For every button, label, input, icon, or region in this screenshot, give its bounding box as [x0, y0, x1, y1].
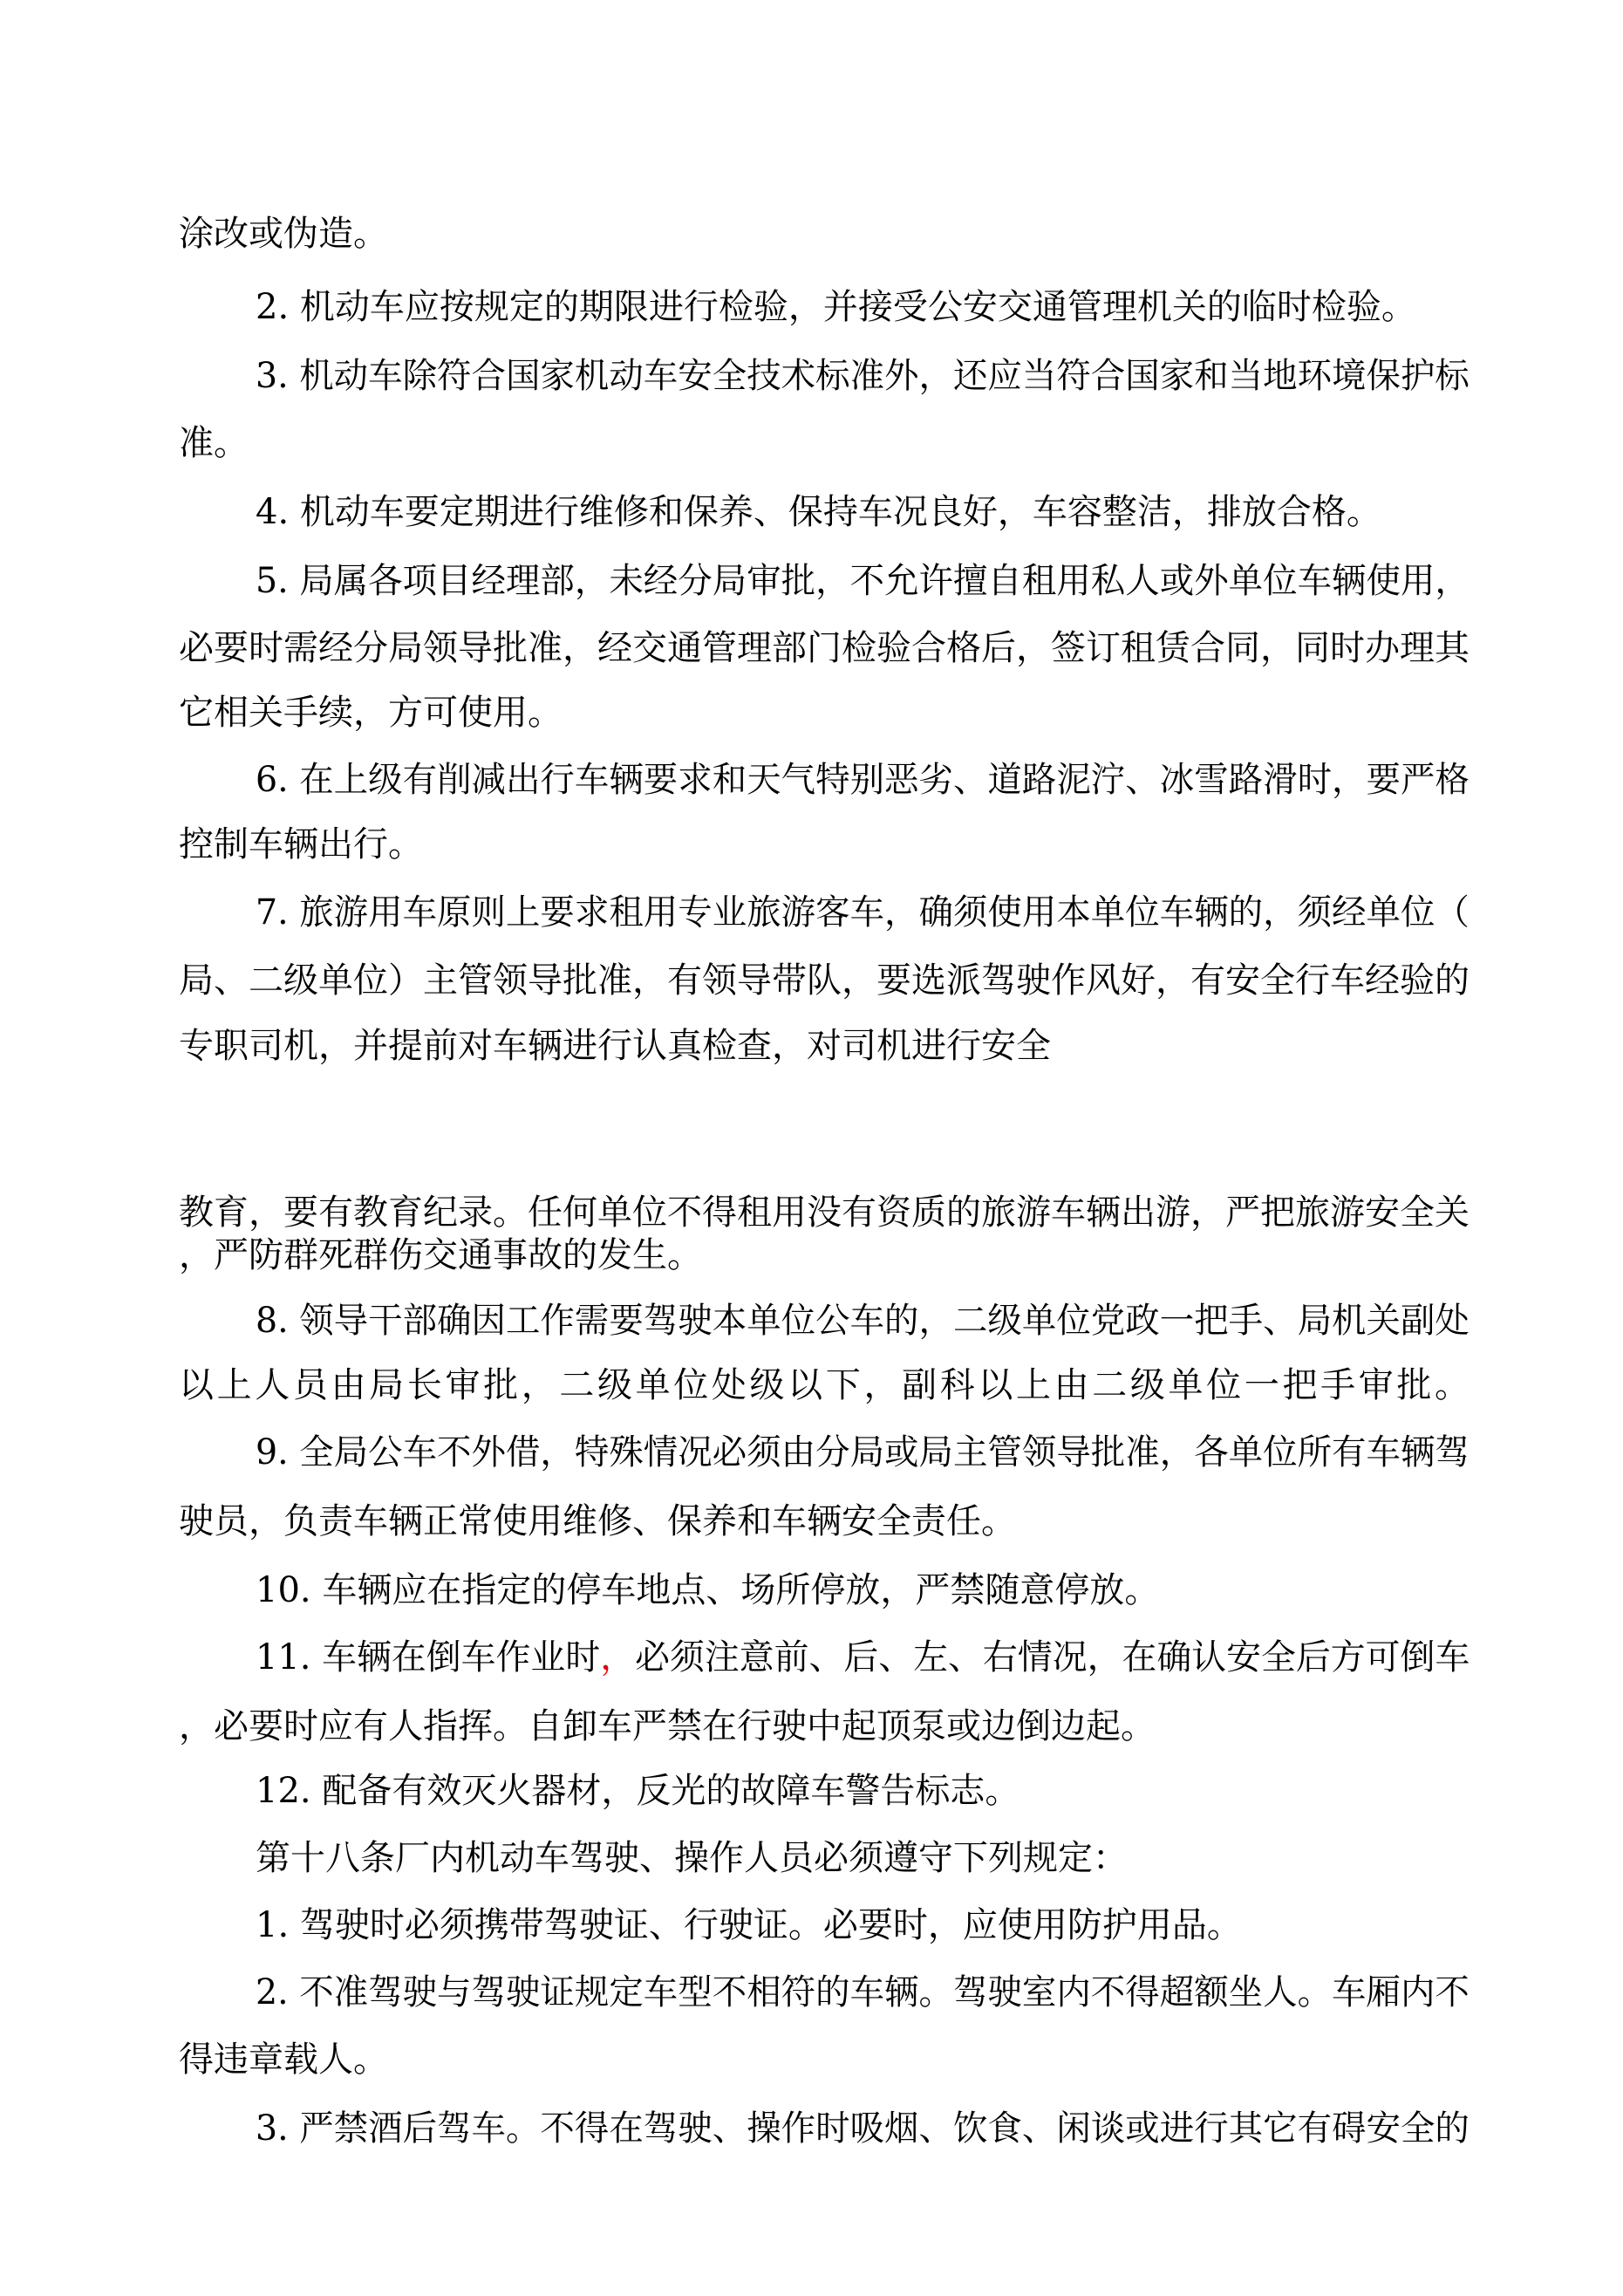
paragraph-line: 它相关手续，方可使用。	[179, 693, 563, 733]
line-text: 11. 车辆在倒车作业时	[256, 1637, 601, 1678]
paragraph-line: 7. 旅游用车原则上要求租用专业旅游客车，确须使用本单位车辆的，须经单位（	[256, 892, 1470, 933]
paragraph-line: 必要时需经分局领导批准，经交通管理部门检验合格后，签订租赁合同，同时办理其	[179, 628, 1470, 668]
paragraph-line: 2. 不准驾驶与驾驶证规定车型不相符的车辆。驾驶室内不得超额坐人。车厢内不	[256, 1972, 1470, 2012]
paragraph-line: 以上人员由局长审批，二级单位处级以下，副科以上由二级单位一把手审批。	[179, 1365, 1473, 1405]
paragraph-line: 4. 机动车要定期进行维修和保养、保持车况良好，车容整洁，排放合格。	[256, 492, 1381, 532]
paragraph-line: ，必要时应有人指挥。自卸车严禁在行驶中起顶泵或边倒边起。	[179, 1706, 1156, 1746]
paragraph-line: ，严防群死群伤交通事故的发生。	[179, 1235, 702, 1275]
red-comma: ，	[600, 1637, 636, 1678]
paragraph-line	[256, 1637, 1470, 1678]
paragraph-line: 专职司机，并提前对车辆进行认真检查，对司机进行安全	[179, 1026, 1051, 1066]
paragraph-line: 驶员，负责车辆正常使用维修、保养和车辆安全责任。	[179, 1501, 1016, 1541]
paragraph-line: 9. 全局公车不外借，特殊情况必须由分局或局主管领导批准，各单位所有车辆驾	[256, 1432, 1470, 1473]
paragraph-line: 12. 配备有效灭火器材，反光的故障车警告标志。	[256, 1771, 1020, 1811]
paragraph-line: 准。	[179, 423, 249, 463]
paragraph-line: 2. 机动车应按规定的期限进行检验，并接受公安交通管理机关的临时检验。	[256, 287, 1416, 327]
paragraph-line: 1. 驾驶时必须携带驾驶证、行驶证。必要时，应使用防护用品。	[256, 1905, 1242, 1945]
paragraph-line: 教育，要有教育纪录。任何单位不得租用没有资质的旅游车辆出游，严把旅游安全关	[179, 1192, 1470, 1233]
paragraph-line: 3. 机动车除符合国家机动车安全技术标准外，还应当符合国家和当地环境保护标	[256, 356, 1470, 396]
paragraph-line: 6. 在上级有削减出行车辆要求和天气特别恶劣、道路泥泞、冰雪路滑时，要严格	[256, 760, 1470, 800]
paragraph-line: 5. 局属各项目经理部，未经分局审批，不允许擅自租用私人或外单位车辆使用，	[256, 561, 1470, 601]
paragraph-line: 得违章载人。	[179, 2040, 388, 2080]
line-text: 必须注意前、后、左、右情况，在确认安全后方可倒车	[635, 1637, 1470, 1678]
article-heading: 第十八条厂内机动车驾驶、操作人员必须遵守下列规定：	[256, 1838, 1128, 1878]
paragraph-line: 8. 领导干部确因工作需要驾驶本单位公车的，二级单位党政一把手、局机关副处	[256, 1301, 1470, 1341]
paragraph-line: 涂改或伪造。	[179, 214, 388, 254]
paragraph-line: 控制车辆出行。	[179, 824, 423, 864]
paragraph-line: 10. 车辆应在指定的停车地点、场所停放，严禁随意停放。	[256, 1570, 1160, 1610]
paragraph-line: 3. 严禁酒后驾车。不得在驾驶、操作时吸烟、饮食、闲谈或进行其它有碍安全的	[256, 2108, 1470, 2149]
paragraph-line: 局、二级单位）主管领导批准，有领导带队，要选派驾驶作风好，有安全行车经验的	[179, 960, 1470, 1001]
